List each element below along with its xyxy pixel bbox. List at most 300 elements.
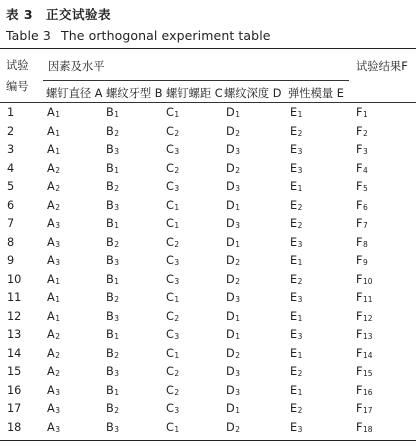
cell-letter: E xyxy=(290,346,298,360)
cell-letter: C xyxy=(166,328,174,341)
cell-trial-no: 9 xyxy=(7,254,15,267)
cell-level: 3 xyxy=(55,239,61,249)
cell-level: 1 xyxy=(114,165,120,175)
cell-factor-d xyxy=(226,162,240,175)
cell-letter: E xyxy=(290,365,298,378)
cell-letter: F xyxy=(356,217,363,230)
cell-letter: F xyxy=(356,328,363,341)
factor-group-rule xyxy=(43,80,349,81)
cell-letter: B xyxy=(106,198,114,212)
cell-factor-b xyxy=(106,199,119,212)
cell-trial-no: 3 xyxy=(7,143,15,156)
cell-letter: D xyxy=(226,272,235,286)
cell-factor-a xyxy=(47,236,60,249)
cell-factor-e xyxy=(290,254,302,267)
cell-factor-c xyxy=(166,273,179,286)
cell-letter: E xyxy=(290,402,298,415)
cell-result xyxy=(356,162,368,175)
cell-factor-c xyxy=(166,365,179,378)
bottom-rule xyxy=(0,440,416,441)
cell-level: 1 xyxy=(174,350,180,360)
cell-level: 3 xyxy=(363,147,368,156)
cell-factor-e xyxy=(290,199,302,212)
cell-level: 2 xyxy=(235,258,240,267)
cell-result xyxy=(356,310,373,323)
cell-letter: A xyxy=(47,198,55,212)
cell-level: 18 xyxy=(363,424,373,434)
cell-result xyxy=(356,273,373,286)
cell-letter: B xyxy=(106,180,114,193)
cell-level: 3 xyxy=(114,147,120,156)
cell-letter: C xyxy=(166,217,174,230)
cell-level: 2 xyxy=(55,332,61,341)
cell-letter: D xyxy=(226,235,235,249)
table-row xyxy=(0,384,416,403)
cell-letter: B xyxy=(106,254,114,267)
table-caption-en: The orthogonal experiment table xyxy=(60,28,271,43)
cell-level: 8 xyxy=(363,239,368,249)
cell-result xyxy=(356,199,368,212)
cell-level: 1 xyxy=(174,295,180,304)
cell-factor-c xyxy=(166,236,179,249)
cell-letter: C xyxy=(166,420,174,434)
cell-factor-d xyxy=(226,421,240,434)
cell-factor-b xyxy=(106,125,119,138)
cell-letter: F xyxy=(356,235,363,249)
cell-factor-c xyxy=(166,291,179,304)
cell-letter: B xyxy=(106,402,114,415)
cell-level: 1 xyxy=(55,276,61,286)
cell-letter: A xyxy=(47,254,55,267)
header-trial-no-line1: 试验 xyxy=(6,59,29,72)
cell-level: 1 xyxy=(55,147,61,156)
cell-level: 3 xyxy=(297,147,303,156)
table-row xyxy=(0,199,416,218)
table-title-cn: 表 3 正交试验表 xyxy=(6,7,112,22)
cell-letter: A xyxy=(47,272,55,286)
cell-factor-e xyxy=(290,143,302,156)
cell-letter: E xyxy=(290,124,298,138)
cell-factor-a xyxy=(47,143,60,156)
cell-level: 1 xyxy=(174,110,180,119)
cell-letter: E xyxy=(290,143,298,156)
cell-level: 1 xyxy=(235,239,240,249)
cell-letter: B xyxy=(106,217,114,230)
cell-factor-c xyxy=(166,384,179,397)
cell-letter: A xyxy=(47,124,55,138)
cell-level: 3 xyxy=(55,424,61,434)
cell-letter: C xyxy=(166,180,174,193)
cell-letter: F xyxy=(356,365,363,378)
cell-factor-a xyxy=(47,199,60,212)
cell-trial-no: 5 xyxy=(7,180,15,193)
cell-letter: B xyxy=(106,143,114,156)
cell-level: 3 xyxy=(55,258,61,267)
cell-level: 1 xyxy=(297,387,303,397)
cell-letter: E xyxy=(290,180,298,193)
cell-level: 3 xyxy=(297,239,303,249)
header-factor-group: 因素及水平 xyxy=(48,60,105,73)
cell-trial-no: 11 xyxy=(7,291,22,304)
cell-trial-no: 4 xyxy=(7,161,15,175)
cell-factor-d xyxy=(226,273,240,286)
cell-level: 3 xyxy=(114,202,120,212)
table-row xyxy=(0,421,416,440)
table-row xyxy=(0,180,416,199)
cell-level: 4 xyxy=(363,165,368,175)
cell-level: 3 xyxy=(235,295,240,304)
cell-level: 2 xyxy=(55,184,61,193)
table-title-en xyxy=(6,28,271,43)
cell-factor-a xyxy=(47,365,60,378)
cell-letter: C xyxy=(166,346,174,360)
cell-factor-b xyxy=(106,106,119,119)
cell-level: 3 xyxy=(235,147,240,156)
cell-factor-a xyxy=(47,291,60,304)
cell-trial-no: 16 xyxy=(7,383,22,397)
cell-letter: A xyxy=(47,402,55,415)
cell-factor-c xyxy=(166,328,179,341)
cell-letter: C xyxy=(166,106,174,119)
cell-level: 2 xyxy=(114,295,120,304)
cell-factor-e xyxy=(290,273,302,286)
cell-level: 6 xyxy=(363,202,368,212)
cell-result xyxy=(356,421,373,434)
cell-letter: D xyxy=(226,309,235,323)
cell-level: 1 xyxy=(114,110,120,119)
cell-level: 1 xyxy=(114,387,120,397)
header-rule xyxy=(0,102,416,103)
header-factor-d: 螺纹深度 D xyxy=(224,87,282,100)
cell-level: 2 xyxy=(174,369,180,378)
cell-factor-c xyxy=(166,347,179,360)
table-row xyxy=(0,217,416,236)
cell-level: 3 xyxy=(174,184,180,193)
table-row xyxy=(0,310,416,329)
cell-letter: D xyxy=(226,420,235,434)
cell-level: 1 xyxy=(235,332,240,341)
cell-factor-e xyxy=(290,421,302,434)
cell-result xyxy=(356,254,368,267)
cell-letter: F xyxy=(356,272,363,286)
cell-level: 2 xyxy=(114,184,120,193)
table-row xyxy=(0,125,416,144)
cell-letter: F xyxy=(356,291,363,304)
cell-letter: B xyxy=(106,420,114,434)
cell-trial-no: 15 xyxy=(7,365,22,378)
cell-level: 3 xyxy=(235,221,240,230)
cell-factor-d xyxy=(226,199,240,212)
cell-letter: B xyxy=(106,383,114,397)
cell-letter: C xyxy=(166,143,174,156)
cell-level: 3 xyxy=(55,221,61,230)
cell-letter: F xyxy=(356,346,363,360)
cell-factor-e xyxy=(290,365,302,378)
cell-letter: D xyxy=(226,198,235,212)
cell-result xyxy=(356,106,368,119)
cell-factor-c xyxy=(166,421,179,434)
cell-factor-e xyxy=(290,384,302,397)
cell-letter: C xyxy=(166,309,174,323)
cell-factor-a xyxy=(47,254,60,267)
cell-level: 2 xyxy=(235,165,240,175)
cell-letter: D xyxy=(226,161,235,175)
cell-letter: F xyxy=(356,402,363,415)
cell-level: 1 xyxy=(297,313,303,323)
cell-factor-b xyxy=(106,328,119,341)
cell-factor-b xyxy=(106,291,119,304)
cell-level: 1 xyxy=(174,424,180,434)
cell-factor-b xyxy=(106,236,119,249)
cell-level: 3 xyxy=(174,258,180,267)
cell-letter: C xyxy=(166,235,174,249)
table-row xyxy=(0,106,416,125)
cell-letter: D xyxy=(226,328,235,341)
header-factor-c: 螺钉螺距 C xyxy=(166,87,223,100)
cell-factor-e xyxy=(290,402,302,415)
cell-level: 3 xyxy=(174,147,180,156)
cell-level: 1 xyxy=(235,406,240,415)
cell-letter: B xyxy=(106,272,114,286)
cell-level: 3 xyxy=(297,332,303,341)
cell-result xyxy=(356,125,368,138)
cell-level: 2 xyxy=(235,276,240,286)
cell-level: 2 xyxy=(174,313,180,323)
cell-trial-no: 13 xyxy=(7,328,22,341)
cell-letter: A xyxy=(47,365,55,378)
cell-level: 2 xyxy=(55,369,61,378)
cell-factor-d xyxy=(226,254,240,267)
cell-level: 1 xyxy=(235,110,240,119)
cell-factor-d xyxy=(226,125,240,138)
cell-letter: D xyxy=(226,254,235,267)
cell-level: 1 xyxy=(297,184,303,193)
cell-factor-b xyxy=(106,402,119,415)
cell-letter: D xyxy=(226,383,235,397)
cell-letter: C xyxy=(166,383,174,397)
cell-level: 16 xyxy=(363,387,373,397)
cell-factor-c xyxy=(166,106,179,119)
cell-letter: B xyxy=(106,161,114,175)
cell-factor-b xyxy=(106,217,119,230)
cell-letter: F xyxy=(356,143,363,156)
cell-letter: F xyxy=(356,383,363,397)
cell-level: 3 xyxy=(114,424,120,434)
cell-factor-a xyxy=(47,125,60,138)
cell-letter: E xyxy=(290,420,298,434)
cell-level: 2 xyxy=(174,387,180,397)
cell-level: 3 xyxy=(114,258,120,267)
cell-letter: E xyxy=(290,106,298,119)
cell-letter: D xyxy=(226,346,235,360)
cell-factor-e xyxy=(290,162,302,175)
table-row xyxy=(0,365,416,384)
cell-factor-a xyxy=(47,421,60,434)
cell-letter: E xyxy=(290,235,298,249)
cell-level: 2 xyxy=(297,128,303,138)
cell-factor-d xyxy=(226,106,240,119)
cell-level: 2 xyxy=(114,239,120,249)
table-row xyxy=(0,143,416,162)
cell-factor-b xyxy=(106,347,119,360)
cell-trial-no: 10 xyxy=(7,272,22,286)
cell-result xyxy=(356,384,373,397)
cell-letter: A xyxy=(47,106,55,119)
cell-letter: A xyxy=(47,346,55,360)
cell-factor-a xyxy=(47,402,60,415)
cell-factor-e xyxy=(290,347,302,360)
cell-factor-a xyxy=(47,273,60,286)
cell-factor-d xyxy=(226,143,240,156)
cell-factor-a xyxy=(47,162,60,175)
cell-level: 3 xyxy=(235,369,240,378)
cell-letter: B xyxy=(106,106,114,119)
cell-letter: E xyxy=(290,272,298,286)
cell-level: 2 xyxy=(55,165,61,175)
cell-letter: E xyxy=(290,328,298,341)
cell-letter: C xyxy=(166,365,174,378)
cell-letter: B xyxy=(106,291,114,304)
cell-letter: A xyxy=(47,217,55,230)
cell-letter: D xyxy=(226,365,235,378)
cell-letter: E xyxy=(290,254,298,267)
header-factor-b: 螺纹牙型 B xyxy=(106,87,163,100)
cell-letter: A xyxy=(47,180,55,193)
cell-trial-no: 1 xyxy=(7,106,15,119)
cell-factor-b xyxy=(106,421,119,434)
cell-factor-c xyxy=(166,254,179,267)
cell-letter: F xyxy=(356,309,363,323)
cell-factor-c xyxy=(166,125,179,138)
cell-level: 5 xyxy=(363,184,368,193)
cell-level: 3 xyxy=(235,184,240,193)
cell-letter: D xyxy=(226,124,235,138)
cell-factor-d xyxy=(226,217,240,230)
cell-letter: C xyxy=(166,254,174,267)
cell-result xyxy=(356,365,373,378)
cell-trial-no: 14 xyxy=(7,346,22,360)
cell-level: 1 xyxy=(363,110,368,119)
cell-result xyxy=(356,236,368,249)
cell-level: 17 xyxy=(363,406,373,415)
cell-letter: F xyxy=(356,254,363,267)
cell-factor-e xyxy=(290,180,302,193)
cell-level: 2 xyxy=(297,406,303,415)
header-result: 试验结果F xyxy=(356,60,408,73)
cell-result xyxy=(356,347,373,360)
cell-level: 1 xyxy=(297,258,303,267)
cell-level: 1 xyxy=(297,350,303,360)
cell-level: 7 xyxy=(363,221,368,230)
cell-result xyxy=(356,217,368,230)
cell-factor-a xyxy=(47,328,60,341)
cell-level: 2 xyxy=(174,165,180,175)
cell-level: 2 xyxy=(235,424,240,434)
cell-factor-d xyxy=(226,347,240,360)
top-rule xyxy=(0,48,416,49)
cell-level: 1 xyxy=(114,276,120,286)
cell-letter: E xyxy=(290,217,298,230)
cell-level: 1 xyxy=(114,332,120,341)
cell-level: 2 xyxy=(174,239,180,249)
cell-letter: A xyxy=(47,328,55,341)
cell-level: 2 xyxy=(114,350,120,360)
cell-letter: B xyxy=(106,346,114,360)
cell-letter: C xyxy=(166,161,174,175)
table-row xyxy=(0,162,416,181)
cell-level: 10 xyxy=(363,276,373,286)
cell-level: 2 xyxy=(235,128,240,138)
cell-level: 1 xyxy=(174,221,180,230)
cell-result xyxy=(356,143,368,156)
cell-factor-b xyxy=(106,180,119,193)
header-trial-no-line2: 编号 xyxy=(6,80,29,93)
cell-level: 1 xyxy=(55,295,61,304)
cell-level: 3 xyxy=(55,387,61,397)
cell-letter: A xyxy=(47,309,55,323)
cell-factor-b xyxy=(106,162,119,175)
cell-letter: B xyxy=(106,124,114,138)
cell-trial-no: 6 xyxy=(7,198,15,212)
cell-factor-a xyxy=(47,106,60,119)
cell-factor-b xyxy=(106,254,119,267)
cell-letter: F xyxy=(356,180,363,193)
cell-level: 14 xyxy=(363,350,373,360)
cell-factor-e xyxy=(290,310,302,323)
cell-factor-e xyxy=(290,125,302,138)
cell-letter: D xyxy=(226,180,235,193)
cell-letter: E xyxy=(290,383,298,397)
cell-factor-d xyxy=(226,365,240,378)
cell-trial-no: 18 xyxy=(7,420,22,434)
cell-factor-d xyxy=(226,180,240,193)
cell-factor-c xyxy=(166,217,179,230)
cell-factor-c xyxy=(166,310,179,323)
cell-factor-b xyxy=(106,143,119,156)
cell-level: 2 xyxy=(174,128,180,138)
cell-letter: D xyxy=(226,106,235,119)
cell-letter: D xyxy=(226,402,235,415)
cell-result xyxy=(356,180,368,193)
cell-letter: E xyxy=(290,291,298,304)
cell-level: 2 xyxy=(297,221,303,230)
cell-letter: D xyxy=(226,143,235,156)
cell-letter: A xyxy=(47,143,55,156)
cell-factor-c xyxy=(166,162,179,175)
cell-letter: B xyxy=(106,309,114,323)
cell-factor-d xyxy=(226,384,240,397)
cell-letter: C xyxy=(166,291,174,304)
cell-trial-no: 7 xyxy=(7,217,15,230)
cell-level: 1 xyxy=(235,202,240,212)
cell-level: 3 xyxy=(297,165,303,175)
cell-trial-no: 17 xyxy=(7,402,22,415)
cell-level: 3 xyxy=(297,424,303,434)
cell-letter: C xyxy=(166,198,174,212)
cell-factor-a xyxy=(47,180,60,193)
cell-factor-c xyxy=(166,180,179,193)
cell-factor-e xyxy=(290,236,302,249)
header-factor-a: 螺钉直径 A xyxy=(46,87,103,100)
cell-trial-no: 12 xyxy=(7,309,22,323)
cell-level: 3 xyxy=(114,313,120,323)
cell-level: 1 xyxy=(55,313,61,323)
cell-level: 2 xyxy=(297,202,303,212)
table-row xyxy=(0,291,416,310)
cell-factor-d xyxy=(226,328,240,341)
cell-letter: A xyxy=(47,235,55,249)
cell-level: 11 xyxy=(363,295,373,304)
